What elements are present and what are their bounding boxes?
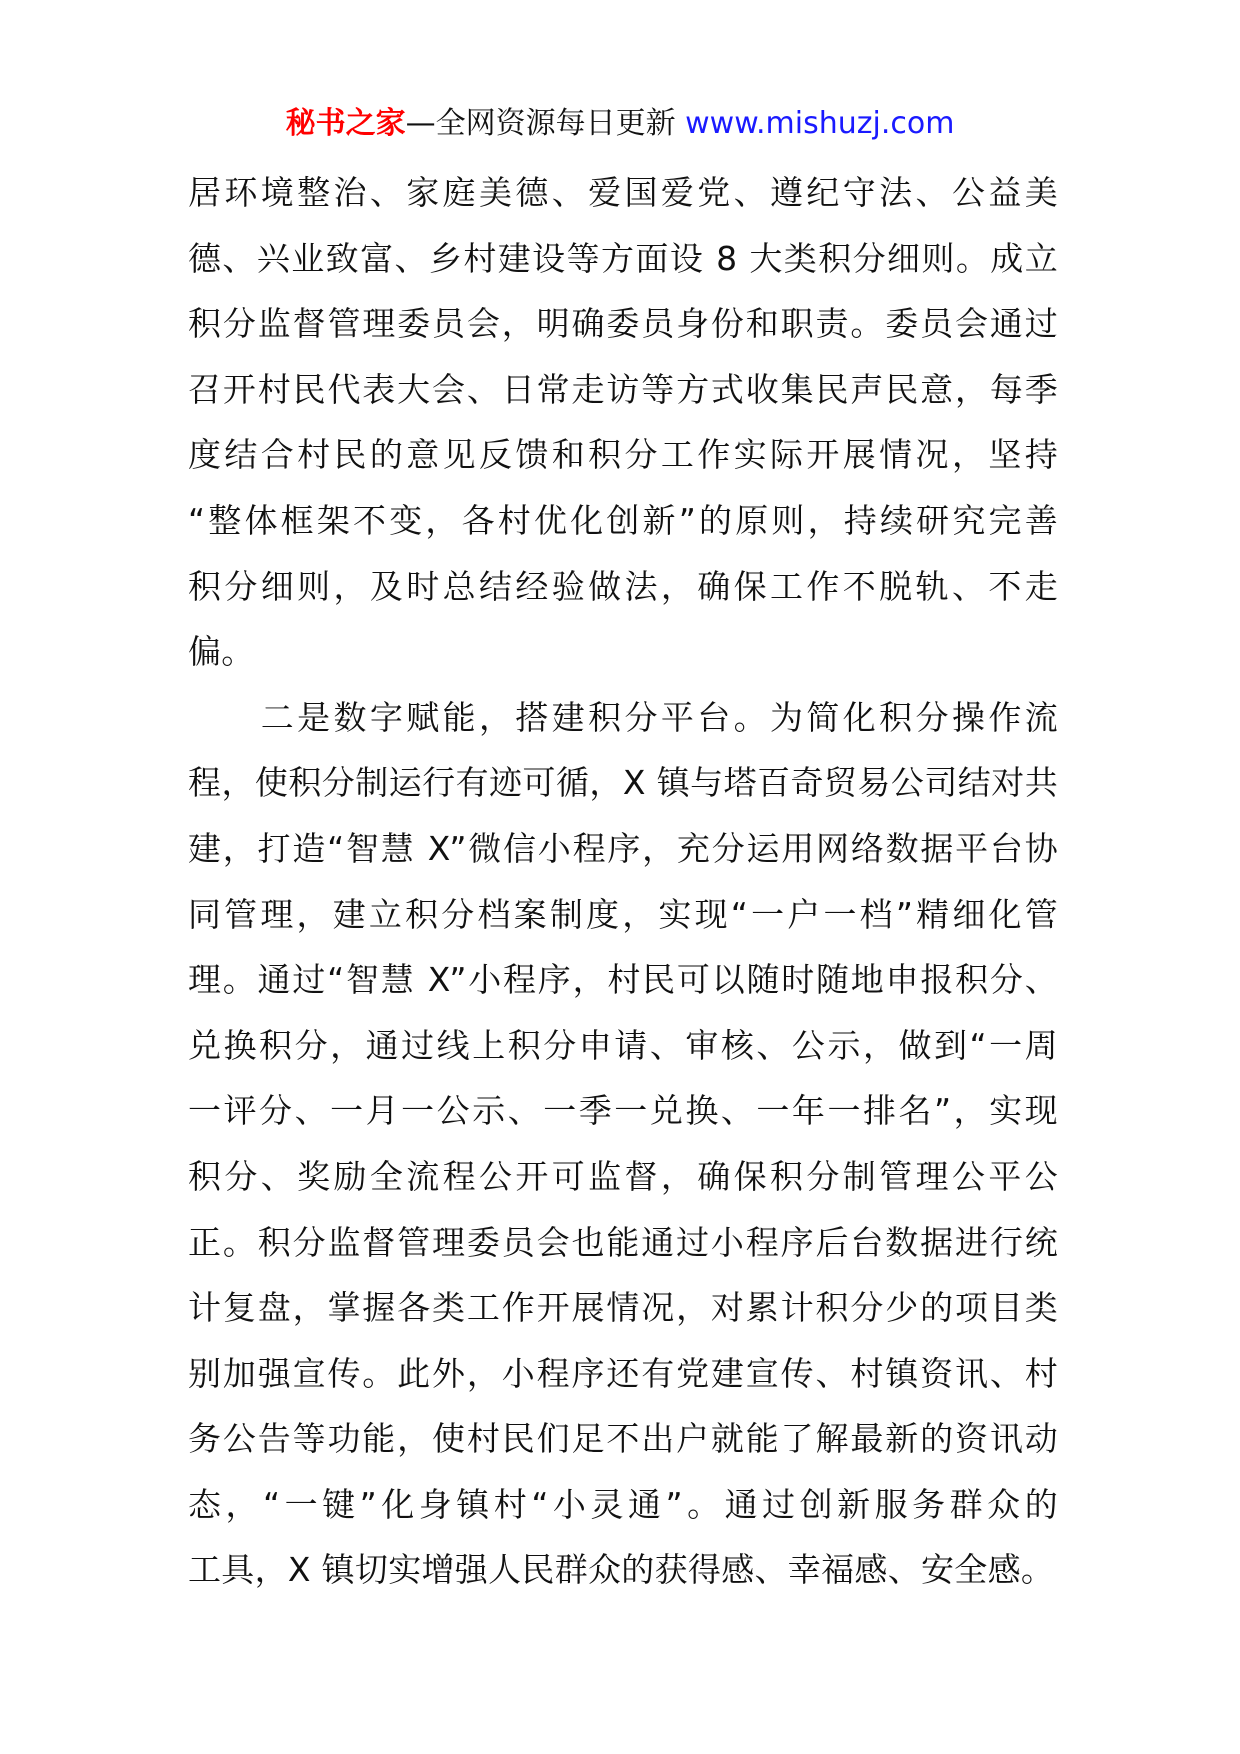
text-line: 程，使积分制运行有迹可循，X 镇与塔百奇贸易公司结对共 [188, 763, 1058, 803]
text-line: 居环境整治、家庭美德、爱国爱党、遵纪守法、公益美 [188, 173, 1058, 212]
paragraph-start-line: 二是数字赋能，搭建积分平台。为简化积分操作流 [188, 697, 1058, 737]
brand-name: 秘书之家 [285, 106, 406, 141]
text-line: 召开村民代表大会、日常走访等方式收集民声民意，每季 [188, 369, 1058, 409]
text-line: 积分、奖励全流程公开可监督，确保积分制管理公平公 [188, 1156, 1058, 1196]
document-body [188, 160, 1058, 1603]
text-line: 态，“一键”化身镇村“小灵通”。通过创新服务群众的 [188, 1484, 1058, 1524]
text-line: 积分细则，及时总结经验做法，确保工作不脱轨、不走 [188, 566, 1058, 606]
text-line: 德、兴业致富、乡村建设等方面设 8 大类积分细则。成立 [188, 238, 1058, 278]
text-line: 理。通过“智慧 X”小程序，村民可以随时随地申报积分、 [188, 960, 1058, 1000]
text-line: 度结合村民的意见反馈和积分工作实际开展情况，坚持 [188, 435, 1058, 475]
text-line: 积分监督管理委员会，明确委员身份和职责。委员会通过 [188, 304, 1058, 344]
paragraph-end-line: 偏。 [188, 632, 255, 672]
site-url-link[interactable]: www.mishuzj.com [685, 106, 955, 141]
page-header [0, 104, 1240, 144]
text-line: 兑换积分，通过线上积分申请、审核、公示，做到“一周 [188, 1025, 1058, 1065]
paragraph-end-line: 工具，X 镇切实增强人民群众的获得感、幸福感、安全感。 [188, 1550, 1055, 1590]
text-line: 别加强宣传。此外，小程序还有党建宣传、村镇资讯、村 [188, 1353, 1058, 1393]
text-line: 建，打造“智慧 X”微信小程序，充分运用网络数据平台协 [188, 828, 1058, 868]
text-line: “整体框架不变，各村优化创新”的原则，持续研究完善 [188, 500, 1058, 540]
text-line: 同管理，建立积分档案制度，实现“一户一档”精细化管 [188, 894, 1058, 934]
text-line: 务公告等功能，使村民们足不出户就能了解最新的资讯动 [188, 1419, 1058, 1459]
text-line: 正。积分监督管理委员会也能通过小程序后台数据进行统 [188, 1222, 1058, 1262]
header-tagline: —全网资源每日更新 [405, 106, 686, 141]
text-line: 一评分、一月一公示、一季一兑换、一年一排名”，实现 [188, 1091, 1058, 1131]
text-line: 计复盘，掌握各类工作开展情况，对累计积分少的项目类 [188, 1288, 1058, 1328]
